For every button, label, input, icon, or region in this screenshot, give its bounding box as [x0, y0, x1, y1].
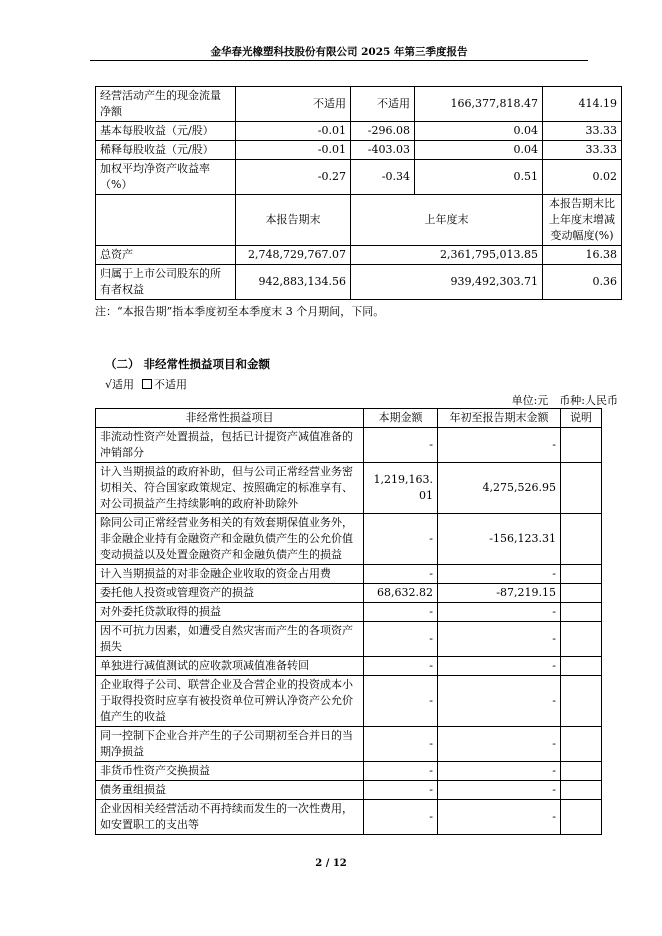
page-number: 2 / 12 — [315, 858, 347, 869]
ytd-amount: - — [438, 676, 561, 727]
table-cell: -0.01 — [236, 122, 351, 141]
table-cell: -0.01 — [236, 141, 351, 160]
note-cell — [561, 800, 602, 835]
ytd-amount: - — [438, 622, 561, 657]
current-amount: 1,219,163.01 — [364, 463, 438, 514]
item-label: 企业取得子公司、联营企业及合营企业的投资成本小于取得投资时应享有被投资单位可辨认净资产公允价值产生的收益 — [96, 676, 364, 727]
item-label: 企业因相关经营活动不再持续而发生的一次性费用，如安置职工的支出等 — [96, 800, 364, 835]
item-label: 因不可抗力因素，如遭受自然灾害而产生的各项资产损失 — [96, 622, 364, 657]
column-header-current: 本期金额 — [364, 409, 438, 428]
current-amount: - — [364, 428, 438, 463]
table-cell: 414.19 — [543, 87, 622, 122]
note-cell — [561, 463, 602, 514]
item-label: 委托他人投资或管理资产的损益 — [96, 584, 364, 603]
item-label: 计入当期损益的政府补助，但与公司正常经营业务密切相关、符合国家政策规定、按照确定的标准享有、对公司损益产生持续影响的政府补助除外 — [96, 463, 364, 514]
ytd-amount: - — [438, 565, 561, 584]
table-cell: 939,492,303.71 — [351, 265, 543, 300]
table-row — [96, 122, 622, 141]
ytd-amount: -156,123.31 — [438, 514, 561, 565]
table-subheader-row — [96, 195, 622, 246]
table-cell: 2,748,729,767.07 — [236, 246, 351, 265]
item-label: 非货币性资产交换损益 — [96, 762, 364, 781]
current-amount: - — [364, 657, 438, 676]
currency-unit-label: 单位:元 币种:人民币 — [511, 394, 618, 407]
table-cell: 不适用 — [236, 87, 351, 122]
table-cell: 33.33 — [543, 141, 622, 160]
row-label: 总资产 — [96, 246, 236, 265]
table-cell: 33.33 — [543, 122, 622, 141]
table-row — [96, 781, 602, 800]
header-divider — [90, 60, 588, 61]
table-cell: -296.08 — [351, 122, 415, 141]
current-amount: - — [364, 762, 438, 781]
column-header-change-pct: 本报告期末比上年度末增减变动幅度(%) — [543, 195, 622, 246]
ytd-amount: - — [438, 428, 561, 463]
table-row — [96, 246, 622, 265]
ytd-amount: 4,275,526.95 — [438, 463, 561, 514]
section-title: （二） 非经常性损益项目和金额 — [105, 357, 271, 371]
table-cell: 942,883,134.56 — [236, 265, 351, 300]
current-amount: - — [364, 800, 438, 835]
item-label: 对外委托贷款取得的损益 — [96, 603, 364, 622]
table-row — [96, 265, 622, 300]
column-header-prior-year-end: 上年度末 — [351, 195, 543, 246]
note-cell — [561, 762, 602, 781]
table-cell: 0.04 — [415, 122, 543, 141]
table-row — [96, 676, 602, 727]
row-label: 归属于上市公司股东的所有者权益 — [96, 265, 236, 300]
table-cell: 166,377,818.47 — [415, 87, 543, 122]
table-row — [96, 160, 622, 195]
applicability-options — [105, 376, 187, 392]
table-cell: -0.34 — [351, 160, 415, 195]
table-cell: 0.02 — [543, 160, 622, 195]
item-label: 单独进行减值测试的应收款项减值准备转回 — [96, 657, 364, 676]
row-label: 经营活动产生的现金流量净额 — [96, 87, 236, 122]
table-cell: 2,361,795,013.85 — [351, 246, 543, 265]
note-cell — [561, 622, 602, 657]
ytd-amount: -87,219.15 — [438, 584, 561, 603]
table-cell: -0.27 — [236, 160, 351, 195]
table-cell: 0.51 — [415, 160, 543, 195]
note-cell — [561, 781, 602, 800]
table-row — [96, 514, 602, 565]
table-row — [96, 87, 622, 122]
non-recurring-items-table — [95, 408, 602, 835]
current-amount: - — [364, 676, 438, 727]
table-cell: 0.36 — [543, 265, 622, 300]
item-label: 同一控制下企业合并产生的子公司期初至合并日的当期净损益 — [96, 727, 364, 762]
note-cell — [561, 428, 602, 463]
applicable-checked-option: √适用 — [105, 378, 135, 391]
row-label: 加权平均净资产收益率（%） — [96, 160, 236, 195]
row-label: 基本每股收益（元/股） — [96, 122, 236, 141]
table-cell: 0.04 — [415, 141, 543, 160]
table-row — [96, 622, 602, 657]
table-row — [96, 603, 602, 622]
ytd-amount: - — [438, 800, 561, 835]
key-financial-data-table — [95, 86, 622, 300]
current-amount: - — [364, 727, 438, 762]
table-row — [96, 141, 622, 160]
ytd-amount: - — [438, 762, 561, 781]
current-amount: - — [364, 514, 438, 565]
empty-cell — [96, 195, 236, 246]
item-label: 债务重组损益 — [96, 781, 364, 800]
current-amount: 68,632.82 — [364, 584, 438, 603]
column-header-ytd: 年初至报告期末金额 — [438, 409, 561, 428]
table-row — [96, 463, 602, 514]
table-row — [96, 657, 602, 676]
table-row — [96, 565, 602, 584]
table-row — [96, 762, 602, 781]
ytd-amount: - — [438, 727, 561, 762]
table-row — [96, 727, 602, 762]
row-label: 稀释每股收益（元/股） — [96, 141, 236, 160]
table-row — [96, 584, 602, 603]
checkbox-empty-icon — [142, 379, 152, 389]
table-cell: 不适用 — [351, 87, 415, 122]
item-label: 非流动性资产处置损益，包括已计提资产减值准备的冲销部分 — [96, 428, 364, 463]
note-cell — [561, 584, 602, 603]
report-header-title: 金华春光橡塑科技股份有限公司 2025 年第三季度报告 — [210, 46, 468, 58]
column-header-note: 说明 — [561, 409, 602, 428]
table-cell: -403.03 — [351, 141, 415, 160]
not-applicable-option: 不适用 — [154, 378, 188, 391]
note-cell — [561, 514, 602, 565]
table-row — [96, 428, 602, 463]
column-header-period-end: 本报告期末 — [236, 195, 351, 246]
current-amount: - — [364, 622, 438, 657]
current-amount: - — [364, 781, 438, 800]
item-label: 计入当期损益的对非金融企业收取的资金占用费 — [96, 565, 364, 584]
note-cell — [561, 603, 602, 622]
table-header-row — [96, 409, 602, 428]
ytd-amount: - — [438, 657, 561, 676]
item-label: 除同公司正常经营业务相关的有效套期保值业务外，非金融企业持有金融资产和金融负债产生的公允价值变动损益以及处置金融资产和金融负债产生的损益 — [96, 514, 364, 565]
current-amount: - — [364, 565, 438, 584]
ytd-amount: - — [438, 781, 561, 800]
note-cell — [561, 676, 602, 727]
note-cell — [561, 565, 602, 584]
note-cell — [561, 657, 602, 676]
note-cell — [561, 727, 602, 762]
table-footnote: 注：“本报告期”指本季度初至本季度末 3 个月期间，下同。 — [95, 305, 385, 318]
ytd-amount: - — [438, 603, 561, 622]
table-row — [96, 800, 602, 835]
table-cell: 16.38 — [543, 246, 622, 265]
current-amount: - — [364, 603, 438, 622]
column-header-item: 非经常性损益项目 — [96, 409, 364, 428]
